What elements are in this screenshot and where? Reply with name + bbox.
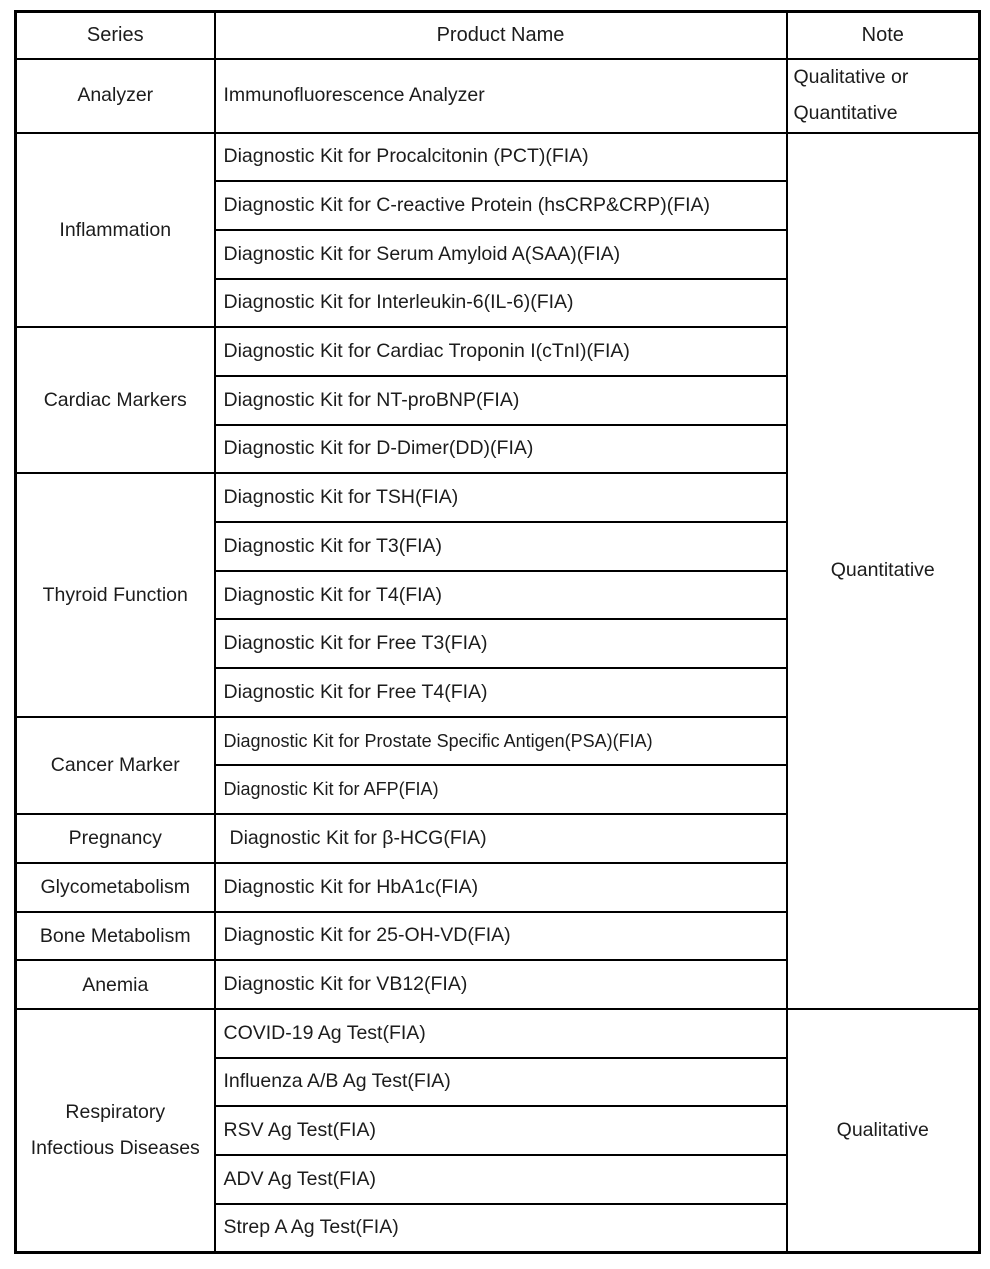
product-cell: Diagnostic Kit for T3(FIA): [215, 522, 787, 571]
series-cell-thyroid-function: Thyroid Function: [16, 473, 215, 716]
table-header-row: [16, 12, 980, 59]
product-cell: Influenza A/B Ag Test(FIA): [215, 1058, 787, 1107]
col-header-series: Series: [16, 12, 215, 59]
table-row: [16, 59, 980, 133]
product-cell: Diagnostic Kit for D-Dimer(DD)(FIA): [215, 425, 787, 474]
series-cell-respiratory-infectious-diseases: Respiratory Infectious Diseases: [16, 1009, 215, 1252]
note-cell-qualitative: Qualitative: [787, 1009, 980, 1252]
product-cell: Diagnostic Kit for Cardiac Troponin I(cTnI)(FIA): [215, 327, 787, 376]
product-cell: ADV Ag Test(FIA): [215, 1155, 787, 1204]
series-cell-anemia: Anemia: [16, 960, 215, 1009]
product-cell: Diagnostic Kit for 25-OH-VD(FIA): [215, 912, 787, 961]
product-cell: RSV Ag Test(FIA): [215, 1106, 787, 1155]
product-cell: Diagnostic Kit for Prostate Specific Antigen(PSA)(FIA): [215, 717, 787, 766]
product-cell: Diagnostic Kit for Interleukin-6(IL-6)(FIA): [215, 279, 787, 328]
product-cell: Immunofluorescence Analyzer: [215, 59, 787, 133]
series-cell-analyzer: Analyzer: [16, 59, 215, 133]
product-cell: Diagnostic Kit for T4(FIA): [215, 571, 787, 620]
product-cell: Diagnostic Kit for TSH(FIA): [215, 473, 787, 522]
series-cell-pregnancy: Pregnancy: [16, 814, 215, 863]
series-cell-cancer-marker: Cancer Marker: [16, 717, 215, 814]
note-cell-analyzer: Qualitative or Quantitative: [787, 59, 980, 133]
note-cell-quantitative: Quantitative: [787, 133, 980, 1009]
series-cell-glycometabolism: Glycometabolism: [16, 863, 215, 912]
product-cell: Diagnostic Kit for VB12(FIA): [215, 960, 787, 1009]
series-cell-bone-metabolism: Bone Metabolism: [16, 912, 215, 961]
product-cell: Diagnostic Kit for β-HCG(FIA): [215, 814, 787, 863]
product-cell: COVID-19 Ag Test(FIA): [215, 1009, 787, 1058]
product-cell: Strep A Ag Test(FIA): [215, 1204, 787, 1253]
col-header-note: Note: [787, 12, 980, 59]
series-cell-inflammation: Inflammation: [16, 133, 215, 328]
product-cell: Diagnostic Kit for AFP(FIA): [215, 765, 787, 814]
diagnostic-products-table: [14, 10, 981, 1254]
product-cell: Diagnostic Kit for Serum Amyloid A(SAA)(FIA): [215, 230, 787, 279]
product-cell: Diagnostic Kit for Free T3(FIA): [215, 619, 787, 668]
product-table-container: [14, 10, 981, 1254]
product-cell: Diagnostic Kit for C-reactive Protein (hsCRP&CRP)(FIA): [215, 181, 787, 230]
product-cell: Diagnostic Kit for NT-proBNP(FIA): [215, 376, 787, 425]
table-row: [16, 133, 980, 182]
series-cell-cardiac-markers: Cardiac Markers: [16, 327, 215, 473]
product-cell: Diagnostic Kit for Free T4(FIA): [215, 668, 787, 717]
table-row: [16, 1009, 980, 1058]
product-cell: Diagnostic Kit for HbA1c(FIA): [215, 863, 787, 912]
product-cell: Diagnostic Kit for Procalcitonin (PCT)(FIA): [215, 133, 787, 182]
col-header-product-name: Product Name: [215, 12, 787, 59]
